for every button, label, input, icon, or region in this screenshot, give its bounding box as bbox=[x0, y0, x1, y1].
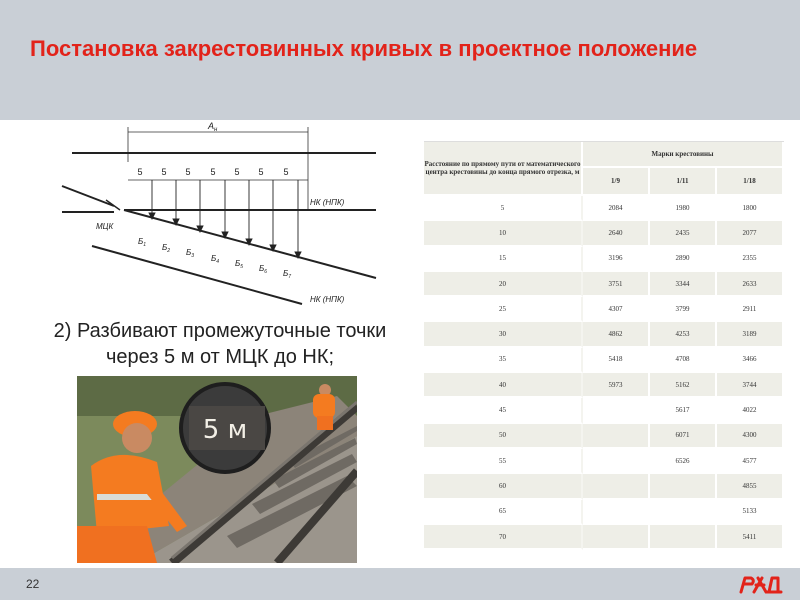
table-row bbox=[424, 525, 784, 550]
spacing-label: 5 bbox=[283, 167, 289, 177]
offset-arrows bbox=[149, 180, 301, 258]
value-cell-1-9 bbox=[583, 525, 650, 550]
offsets-table-panel bbox=[424, 141, 784, 548]
rzd-logo-icon bbox=[736, 572, 784, 596]
diverging-rail-lower bbox=[92, 246, 302, 304]
value-cell-1-18: 5411 bbox=[717, 525, 784, 550]
value-cell-1-18: 4855 bbox=[717, 474, 784, 499]
distance-cell: 5 bbox=[424, 196, 583, 221]
spacing-label: 5 bbox=[210, 167, 216, 177]
value-cell-1-18: 3466 bbox=[717, 348, 784, 373]
value-cell-1-11: 4708 bbox=[650, 348, 717, 373]
distance-marking: 5 м bbox=[202, 415, 248, 445]
near-worker-legs bbox=[77, 526, 157, 563]
offsets-table bbox=[424, 142, 784, 550]
value-cell-1-18: 2911 bbox=[717, 297, 784, 322]
table-row bbox=[424, 297, 784, 322]
header-band bbox=[0, 0, 800, 120]
offset-labels bbox=[138, 237, 291, 280]
table-row bbox=[424, 474, 784, 499]
spacing-label: 5 bbox=[137, 167, 143, 177]
spacing-labels bbox=[137, 167, 288, 177]
distance-cell: 30 bbox=[424, 322, 583, 347]
offset-label: $Б_4$ bbox=[211, 254, 219, 265]
distance-cell: 50 bbox=[424, 424, 583, 449]
value-cell-1-9: 4862 bbox=[583, 322, 650, 347]
distance-cell: 10 bbox=[424, 221, 583, 246]
value-cell-1-9 bbox=[583, 398, 650, 423]
distance-cell: 55 bbox=[424, 449, 583, 474]
value-cell-1-11: 6071 bbox=[650, 424, 717, 449]
value-cell-1-9 bbox=[583, 449, 650, 474]
frog-marks-group-header: Марки крестовины bbox=[583, 142, 784, 168]
distance-column-header: Расстояние по прямому пути от математического центра крестовины до конца прямого отрезка, м bbox=[424, 142, 583, 196]
distance-cell: 15 bbox=[424, 247, 583, 272]
step-caption: 2) Разбивают промежуточные точки через 5 м от МЦК до НК; bbox=[53, 320, 387, 368]
page-title: Постановка закрестовинных кривых в проектное положение bbox=[30, 36, 698, 61]
overall-dimension-label: $А_н$ bbox=[208, 121, 218, 133]
value-cell-1-18: 5133 bbox=[717, 500, 784, 525]
track-diagram bbox=[58, 118, 380, 308]
value-cell-1-9: 3196 bbox=[583, 247, 650, 272]
table-row bbox=[424, 424, 784, 449]
value-cell-1-11: 2890 bbox=[650, 247, 717, 272]
nk-bottom-label: НК (НПК) bbox=[310, 295, 345, 304]
offset-label: $Б_7$ bbox=[283, 269, 291, 280]
spacing-label: 5 bbox=[185, 167, 191, 177]
table-row bbox=[424, 398, 784, 423]
value-cell-1-18: 2077 bbox=[717, 221, 784, 246]
value-cell-1-11: 3799 bbox=[650, 297, 717, 322]
spacing-label: 5 bbox=[258, 167, 264, 177]
footer-band bbox=[0, 568, 800, 600]
distance-cell: 25 bbox=[424, 297, 583, 322]
table-row bbox=[424, 322, 784, 347]
spacing-label: 5 bbox=[234, 167, 240, 177]
table-row bbox=[424, 500, 784, 525]
offset-label: $Б_5$ bbox=[235, 259, 243, 270]
distance-cell: 20 bbox=[424, 272, 583, 297]
distance-cell: 60 bbox=[424, 474, 583, 499]
offset-label: $Б_1$ bbox=[138, 237, 146, 248]
page-number: 22 bbox=[26, 577, 40, 591]
value-cell-1-9: 5418 bbox=[583, 348, 650, 373]
value-cell-1-18: 3189 bbox=[717, 322, 784, 347]
table-row bbox=[424, 449, 784, 474]
value-cell-1-9: 3751 bbox=[583, 272, 650, 297]
mck-label: МЦК bbox=[96, 222, 114, 231]
value-cell-1-11: 1980 bbox=[650, 196, 717, 221]
far-worker-body bbox=[313, 394, 335, 418]
frog-upper-line bbox=[62, 186, 114, 206]
offset-label: $Б_6$ bbox=[259, 264, 267, 275]
distance-cell: 35 bbox=[424, 348, 583, 373]
nk-top-label: НК (НПК) bbox=[310, 198, 345, 207]
value-cell-1-11 bbox=[650, 474, 717, 499]
value-cell-1-9 bbox=[583, 424, 650, 449]
value-cell-1-18: 4300 bbox=[717, 424, 784, 449]
value-cell-1-11: 6526 bbox=[650, 449, 717, 474]
value-cell-1-11 bbox=[650, 525, 717, 550]
spacing-label: 5 bbox=[161, 167, 167, 177]
value-cell-1-18: 4577 bbox=[717, 449, 784, 474]
value-cell-1-9: 2084 bbox=[583, 196, 650, 221]
value-cell-1-18: 1800 bbox=[717, 196, 784, 221]
frog-point-line bbox=[106, 200, 120, 210]
table-row bbox=[424, 272, 784, 297]
distance-cell: 40 bbox=[424, 373, 583, 398]
distance-cell: 65 bbox=[424, 500, 583, 525]
value-cell-1-9: 4307 bbox=[583, 297, 650, 322]
value-cell-1-9: 5973 bbox=[583, 373, 650, 398]
table-row bbox=[424, 247, 784, 272]
near-worker-face bbox=[122, 423, 152, 453]
offset-label: $Б_3$ bbox=[186, 248, 194, 259]
value-cell-1-11: 2435 bbox=[650, 221, 717, 246]
track-workers-photo bbox=[77, 376, 357, 563]
magnifier-inset bbox=[181, 384, 269, 472]
far-worker-legs bbox=[317, 416, 333, 430]
table-row bbox=[424, 221, 784, 246]
distance-cell: 45 bbox=[424, 398, 583, 423]
value-cell-1-18: 2355 bbox=[717, 247, 784, 272]
value-cell-1-18: 2633 bbox=[717, 272, 784, 297]
value-cell-1-11: 4253 bbox=[650, 322, 717, 347]
value-cell-1-18: 3744 bbox=[717, 373, 784, 398]
value-cell-1-9 bbox=[583, 474, 650, 499]
mark-header-1-9: 1/9 bbox=[583, 168, 650, 196]
table-row bbox=[424, 348, 784, 373]
value-cell-1-9 bbox=[583, 500, 650, 525]
offset-label: $Б_2$ bbox=[162, 243, 170, 254]
mark-header-1-11: 1/11 bbox=[650, 168, 717, 196]
table-row bbox=[424, 196, 784, 221]
table-header-row bbox=[424, 142, 784, 168]
value-cell-1-11: 3344 bbox=[650, 272, 717, 297]
value-cell-1-11 bbox=[650, 500, 717, 525]
distance-cell: 70 bbox=[424, 525, 583, 550]
value-cell-1-11: 5617 bbox=[650, 398, 717, 423]
value-cell-1-9: 2640 bbox=[583, 221, 650, 246]
mark-header-1-18: 1/18 bbox=[717, 168, 784, 196]
value-cell-1-11: 5162 bbox=[650, 373, 717, 398]
value-cell-1-18: 4022 bbox=[717, 398, 784, 423]
table-row bbox=[424, 373, 784, 398]
